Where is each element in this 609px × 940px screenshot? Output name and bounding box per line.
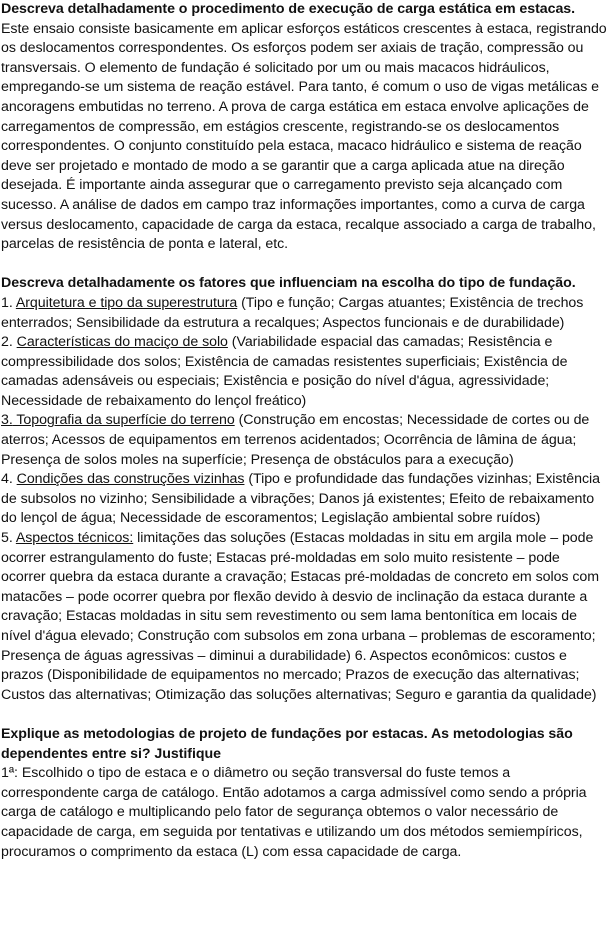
- item-number: 1.: [1, 294, 13, 311]
- list-item: [1, 411, 607, 470]
- list-item: [1, 333, 607, 411]
- item-text: (Construção em encostas; Necessidade de cortes ou de aterros; Acessos de equipamentos em terrenos acidentados; Ocorrência de lâmina de água; Presença de solos moles na superfície; Presença de obstáculos para a execução): [1, 412, 590, 468]
- section-pile-design-methods: [1, 725, 607, 862]
- item-text: limitações das soluções (Estacas moldadas in situ em argila mole – pode ocorrer estrangulamento do fuste; Estacas pré-moldadas em solo muito resistente – pode ocorrer quebra da estaca durante a cravação; Estacas pré-moldadas de concreto em solos com matacões – pode ocorrer quebra por flexão devido à desvio de inclinação da estaca durante a cravação; Estacas moldadas in situ sem revestimento ou sem lama bentonítica em locais de nível d'água elevado; Construção com subsolos em zona urbana – problemas de escoramento; Presença de águas agressivas – diminui a durabilidade) 6. Aspectos econômicos: custos e prazos (Disponibilidade de equipamentos no mercado; Prazos de execução das alternativas; Custos das alternativas; Otimização das soluções alternativas; Seguro e garantia da qualidade): [1, 530, 599, 703]
- item-text: (Tipo e profundidade das fundações vizinhas; Existência de subsolos no vizinho; Sensibilidade a vibrações; Danos já existentes; Efeito de rebaixamento do lençol de água; Necessidade de escoramentos; Legislação ambiental sobre ruídos): [1, 471, 600, 527]
- section-foundation-factors: [1, 274, 607, 705]
- item-number: 3.: [1, 412, 13, 429]
- list-item: [1, 529, 607, 705]
- section-heading: Descreva detalhadamente o procedimento de execução de carga estática em estacas.: [1, 1, 576, 17]
- section-body: Este ensaio consiste basicamente em aplicar esforços estáticos crescentes à estaca, registrando os deslocamentos correspondentes. Os esforços podem ser axiais de tração, compressão ou transversais. O elemento de fundação é solicitado por um ou mais macacos hidráulicos, empregando-se um sistema de reação estável. Para tanto, é comum o uso de vigas metálicas e ancoragens embutidas no terreno. A prova de carga estática em estaca envolve aplicações de carregamentos de compressão, em estágios crescente, registrando-se os deslocamentos correspondentes. O conjunto constituído pela estaca, macaco hidráulico e sistema de reação deve ser projetado e montado de modo a se garantir que a carga aplicada atue na direção desejada. É importante ainda assegurar que o carregamento previsto seja alcançado com sucesso. A análise de dados em campo traz informações importantes, como a curva de carga versus deslocamento, capacidade de carga da estaca, recalque associado a carga de trabalho, parcelas de resistência de ponta e lateral, etc.: [1, 20, 607, 253]
- item-title: Condições das construções vizinhas: [16, 471, 245, 488]
- item-title: Arquitetura e tipo da superestrutura: [15, 294, 238, 311]
- item-number: 2.: [1, 334, 13, 351]
- list-item: [1, 294, 607, 333]
- section-static-load-test: [1, 0, 607, 255]
- spacer: [1, 255, 607, 275]
- list-item: [1, 470, 607, 529]
- item-number: 4.: [1, 471, 13, 488]
- item-title: Características do maciço de solo: [16, 334, 228, 351]
- section-heading: Explique as metodologias de projeto de fundações por estacas. As metodologias são dependentes entre si? Justifique: [1, 725, 573, 762]
- item-title: Topografia da superfície do terreno: [12, 412, 235, 429]
- item-number: 5.: [1, 530, 13, 547]
- item-title: Aspectos técnicos:: [15, 530, 134, 547]
- item-text: (Tipo e função; Cargas atuantes; Existência de trechos enterrados; Sensibilidade da estrutura a recalques; Aspectos funcionais e de durabilidade): [1, 294, 584, 331]
- section-body: 1ª: Escolhido o tipo de estaca e o diâmetro ou seção transversal do fuste temos a correspondente carga de catálogo. Então adotamos a carga admissível como sendo a própria carga de catálogo e multiplicando pelo fator de segurança obtemos o valor necessário de capacidade de carga, em seguida por tentativas e utilizando um dos métodos semiempíricos, procuramos o comprimento da estaca (L) com essa capacidade de carga.: [1, 765, 587, 860]
- item-text: (Variabilidade espacial das camadas; Resistência e compressibilidade dos solos; Existência de camadas resistentes superficiais; Existência de camadas adensáveis ou especiais; Existência e posição do nível d'água, agressividade; Necessidade de rebaixamento do lençol freático): [1, 334, 568, 409]
- spacer: [1, 705, 607, 725]
- section-heading: Descreva detalhadamente os fatores que influenciam na escolha do tipo de fundação.: [1, 275, 576, 292]
